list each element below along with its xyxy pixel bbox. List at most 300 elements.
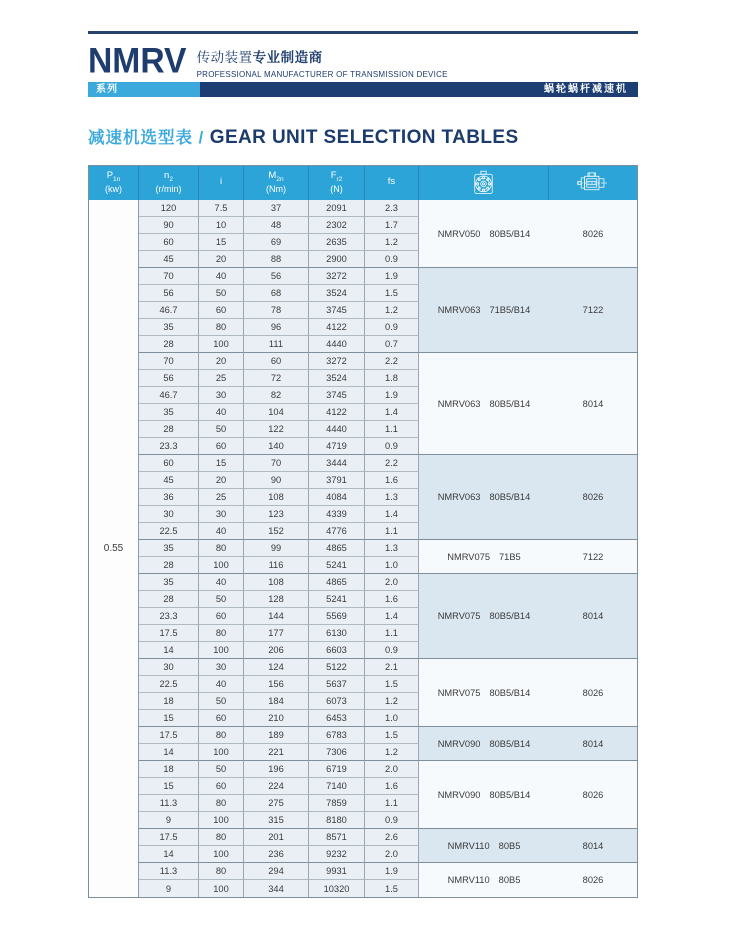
- cell-n2: 9: [139, 880, 199, 897]
- cell-m2n: 206: [244, 642, 309, 659]
- column-header-power: $P_{1n}$ (kw): [89, 166, 139, 200]
- cell-fr2: 4084: [309, 489, 365, 506]
- cell-fs: 1.5: [365, 727, 419, 744]
- cell-n2: 17.5: [139, 625, 199, 642]
- model-name: NMRV063: [437, 492, 481, 502]
- cell-fs: 2.2: [365, 353, 419, 370]
- table-row: [139, 421, 419, 438]
- cell-fr2: 4122: [309, 404, 365, 421]
- cell-fs: 1.1: [365, 625, 419, 642]
- cell-i: 20: [199, 251, 244, 268]
- cell-n2: 70: [139, 353, 199, 370]
- cell-m2n: 88: [244, 251, 309, 268]
- cell-fs: 1.9: [365, 387, 419, 404]
- model-area: [419, 739, 549, 749]
- cell-i: 7.5: [199, 200, 244, 217]
- cell-fr2: 6130: [309, 625, 365, 642]
- cell-m2n: 344: [244, 880, 309, 897]
- code-value: 8014: [582, 398, 604, 409]
- cell-i: 60: [199, 608, 244, 625]
- page-title: [88, 124, 519, 149]
- cell-i: 40: [199, 523, 244, 540]
- series-product-label: 蜗轮蜗杆减速机: [200, 82, 638, 97]
- model-name: NMRV050: [437, 228, 481, 239]
- column-header: i: [199, 166, 244, 200]
- cell-m2n: 90: [244, 472, 309, 489]
- model-area: [419, 875, 549, 885]
- cell-fs: 1.2: [365, 234, 419, 251]
- cell-i: 40: [199, 268, 244, 285]
- cell-i: 30: [199, 506, 244, 523]
- cell-n2: 14: [139, 846, 199, 863]
- flange-type: 71B5/B14: [489, 305, 531, 315]
- table-row: [139, 302, 419, 319]
- cell-m2n: 82: [244, 387, 309, 404]
- cell-fr2: 5241: [309, 591, 365, 608]
- code-value: 8026: [582, 492, 604, 502]
- table-row: [139, 523, 419, 540]
- flange-type: 80B5/B14: [489, 687, 531, 698]
- column-header: $n_2$ (r/min): [139, 166, 199, 200]
- cell-m2n: 224: [244, 778, 309, 795]
- cell-m2n: 72: [244, 370, 309, 387]
- cell-m2n: 68: [244, 285, 309, 302]
- code-value: 8014: [582, 840, 604, 851]
- cell-n2: 30: [139, 506, 199, 523]
- cell-m2n: 201: [244, 829, 309, 846]
- model-name: NMRV063: [437, 305, 481, 315]
- cell-fr2: 3791: [309, 472, 365, 489]
- cell-i: 100: [199, 557, 244, 574]
- table-row: [139, 506, 419, 523]
- cell-m2n: 189: [244, 727, 309, 744]
- model-name: NMRV063: [437, 398, 481, 409]
- cell-i: 80: [199, 540, 244, 557]
- cell-n2: 28: [139, 557, 199, 574]
- cell-n2: 15: [139, 778, 199, 795]
- cell-fs: 1.9: [365, 268, 419, 285]
- cell-fr2: 10320: [309, 880, 365, 897]
- cell-i: 15: [199, 455, 244, 472]
- cell-fs: 1.6: [365, 591, 419, 608]
- code-value: 7122: [582, 305, 604, 315]
- model-name: NMRV110: [447, 840, 490, 851]
- cell-i: 30: [199, 659, 244, 676]
- cell-n2: 46.7: [139, 302, 199, 319]
- model-area: [419, 552, 549, 562]
- table-row: [139, 642, 419, 659]
- cell-m2n: 60: [244, 353, 309, 370]
- cell-n2: 18: [139, 693, 199, 710]
- cell-fr2: 3745: [309, 302, 365, 319]
- table-row: [139, 404, 419, 421]
- cell-fs: 1.3: [365, 540, 419, 557]
- cell-fs: 1.6: [365, 472, 419, 489]
- model-groups-column: [419, 200, 637, 897]
- cell-n2: 11.3: [139, 795, 199, 812]
- cell-m2n: 122: [244, 421, 309, 438]
- cell-i: 50: [199, 591, 244, 608]
- cell-fs: 1.1: [365, 795, 419, 812]
- cell-m2n: 116: [244, 557, 309, 574]
- cell-i: 10: [199, 217, 244, 234]
- flange-type: 80B5/B14: [489, 789, 531, 800]
- table-row: [139, 727, 419, 744]
- cell-n2: 23.3: [139, 608, 199, 625]
- cell-i: 15: [199, 234, 244, 251]
- cell-i: 20: [199, 472, 244, 489]
- table-row: [139, 268, 419, 285]
- cell-fr2: 4776: [309, 523, 365, 540]
- cell-n2: 90: [139, 217, 199, 234]
- table-row: [139, 710, 419, 727]
- table-row: [139, 336, 419, 353]
- cell-i: 30: [199, 387, 244, 404]
- table-row: [139, 795, 419, 812]
- model-name: NMRV075: [437, 611, 481, 621]
- model-group-cell: [419, 574, 637, 659]
- cell-i: 100: [199, 744, 244, 761]
- top-divider: [88, 31, 638, 34]
- table-row: [139, 574, 419, 591]
- cell-fr2: 5122: [309, 659, 365, 676]
- cell-fs: 1.7: [365, 217, 419, 234]
- cell-fr2: 6783: [309, 727, 365, 744]
- cell-m2n: 275: [244, 795, 309, 812]
- cell-fs: 0.9: [365, 642, 419, 659]
- cell-fs: 2.0: [365, 761, 419, 778]
- cell-n2: 11.3: [139, 863, 199, 880]
- table-row: [139, 472, 419, 489]
- cell-i: 80: [199, 829, 244, 846]
- cell-fs: 1.2: [365, 302, 419, 319]
- cell-m2n: 37: [244, 200, 309, 217]
- cell-i: 80: [199, 319, 244, 336]
- cell-m2n: 128: [244, 591, 309, 608]
- flange-type: 71B5: [499, 551, 521, 562]
- cell-n2: 14: [139, 744, 199, 761]
- cell-fr2: 6719: [309, 761, 365, 778]
- table-row: [139, 234, 419, 251]
- cell-i: 80: [199, 795, 244, 812]
- cell-fs: 2.3: [365, 200, 419, 217]
- table-row: [139, 319, 419, 336]
- cell-m2n: 70: [244, 455, 309, 472]
- cell-i: 100: [199, 642, 244, 659]
- cell-fr2: 5241: [309, 557, 365, 574]
- model-group-cell: [419, 659, 637, 727]
- model-name: NMRV090: [437, 738, 481, 749]
- cell-m2n: 184: [244, 693, 309, 710]
- cell-m2n: 104: [244, 404, 309, 421]
- cell-i: 60: [199, 302, 244, 319]
- table-row: [139, 625, 419, 642]
- model-name: NMRV110: [447, 875, 490, 885]
- cell-fr2: 4122: [309, 319, 365, 336]
- cell-m2n: 69: [244, 234, 309, 251]
- tagline-cn-bold: 专业制造商: [252, 50, 323, 65]
- cell-i: 20: [199, 353, 244, 370]
- cell-i: 50: [199, 421, 244, 438]
- cell-i: 40: [199, 574, 244, 591]
- cell-fs: 1.8: [365, 370, 419, 387]
- cell-m2n: 96: [244, 319, 309, 336]
- table-row: [139, 387, 419, 404]
- cell-m2n: 124: [244, 659, 309, 676]
- code-value: 8014: [582, 611, 604, 621]
- model-group-cell: [419, 455, 637, 540]
- cell-fr2: 4865: [309, 540, 365, 557]
- cell-fs: 1.4: [365, 404, 419, 421]
- cell-m2n: 111: [244, 336, 309, 353]
- cell-i: 40: [199, 404, 244, 421]
- cell-m2n: 221: [244, 744, 309, 761]
- table-row: [139, 353, 419, 370]
- cell-fr2: 3524: [309, 285, 365, 302]
- tagline-english: PROFESSIONAL MANUFACTURER OF TRANSMISSION DEVICE: [196, 70, 448, 79]
- model-area: [419, 229, 549, 239]
- cell-i: 100: [199, 846, 244, 863]
- cell-n2: 28: [139, 336, 199, 353]
- model-area: [419, 492, 549, 502]
- code-value: 8026: [582, 228, 604, 239]
- cell-n2: 45: [139, 251, 199, 268]
- cell-n2: 36: [139, 489, 199, 506]
- model-area: [419, 841, 549, 851]
- power-value-cell: 0.55: [89, 200, 139, 897]
- cell-i: 50: [199, 285, 244, 302]
- cell-m2n: 196: [244, 761, 309, 778]
- cell-fr2: 8571: [309, 829, 365, 846]
- series-bar: [88, 82, 638, 97]
- cell-fr2: 4440: [309, 336, 365, 353]
- cell-n2: 56: [139, 285, 199, 302]
- cell-fr2: 8180: [309, 812, 365, 829]
- cell-fr2: 5569: [309, 608, 365, 625]
- cell-n2: 120: [139, 200, 199, 217]
- table-row: [139, 846, 419, 863]
- cell-i: 100: [199, 336, 244, 353]
- cell-m2n: 177: [244, 625, 309, 642]
- model-group-cell: [419, 353, 637, 455]
- table-row: [139, 829, 419, 846]
- cell-fs: 1.4: [365, 608, 419, 625]
- cell-n2: 17.5: [139, 727, 199, 744]
- model-area: [419, 790, 549, 800]
- cell-fs: 1.0: [365, 557, 419, 574]
- table-row: [139, 744, 419, 761]
- cell-n2: 14: [139, 642, 199, 659]
- numeric-column-headers: [139, 166, 419, 200]
- code-value: 8026: [582, 687, 604, 698]
- table-row: [139, 285, 419, 302]
- cell-fr2: 3524: [309, 370, 365, 387]
- cell-n2: 22.5: [139, 523, 199, 540]
- table-row: [139, 676, 419, 693]
- table-row: [139, 438, 419, 455]
- cell-m2n: 48: [244, 217, 309, 234]
- table-row: [139, 455, 419, 472]
- cell-fr2: 5637: [309, 676, 365, 693]
- cell-m2n: 108: [244, 574, 309, 591]
- cell-fr2: 4719: [309, 438, 365, 455]
- cell-i: 60: [199, 710, 244, 727]
- cell-fr2: 2900: [309, 251, 365, 268]
- model-name: NMRV090: [437, 789, 481, 800]
- cell-i: 50: [199, 761, 244, 778]
- cell-i: 25: [199, 489, 244, 506]
- model-name: NMRV075: [447, 551, 490, 562]
- table-row: [139, 659, 419, 676]
- table-row: [139, 217, 419, 234]
- cell-n2: 17.5: [139, 829, 199, 846]
- cell-n2: 28: [139, 591, 199, 608]
- cell-n2: 46.7: [139, 387, 199, 404]
- cell-fs: 1.5: [365, 285, 419, 302]
- cell-i: 100: [199, 880, 244, 897]
- cell-fs: 2.2: [365, 455, 419, 472]
- table-row: [139, 761, 419, 778]
- cell-m2n: 144: [244, 608, 309, 625]
- gear-unit-selection-table: [88, 165, 638, 898]
- cell-fs: 1.4: [365, 506, 419, 523]
- cell-fr2: 9232: [309, 846, 365, 863]
- table-row: [139, 557, 419, 574]
- cell-n2: 28: [139, 421, 199, 438]
- cell-fs: 1.1: [365, 421, 419, 438]
- page-title-english: GEAR UNIT SELECTION TABLES: [209, 127, 519, 148]
- cell-i: 80: [199, 727, 244, 744]
- cell-n2: 22.5: [139, 676, 199, 693]
- cell-fs: 0.9: [365, 438, 419, 455]
- cell-i: 50: [199, 693, 244, 710]
- code-value: 7122: [582, 551, 604, 562]
- cell-fr2: 2091: [309, 200, 365, 217]
- table-row: [139, 880, 419, 897]
- cell-fr2: 7306: [309, 744, 365, 761]
- cell-n2: 45: [139, 472, 199, 489]
- cell-fr2: 2635: [309, 234, 365, 251]
- cell-m2n: 78: [244, 302, 309, 319]
- model-name: NMRV075: [437, 687, 481, 698]
- cell-fs: 1.2: [365, 693, 419, 710]
- cell-i: 60: [199, 778, 244, 795]
- gearbox-side-icon: [549, 166, 637, 200]
- cell-fr2: 7859: [309, 795, 365, 812]
- numeric-rows: [139, 200, 419, 897]
- cell-n2: 56: [139, 370, 199, 387]
- cell-n2: 35: [139, 574, 199, 591]
- cell-n2: 18: [139, 761, 199, 778]
- cell-n2: 30: [139, 659, 199, 676]
- brand-tagline: [197, 46, 448, 79]
- code-value: 8026: [582, 789, 604, 800]
- cell-fs: 1.0: [365, 710, 419, 727]
- column-header: fs: [365, 166, 419, 200]
- cell-n2: 60: [139, 234, 199, 251]
- cell-fs: 1.9: [365, 863, 419, 880]
- flange-type: 80B5: [498, 875, 521, 885]
- cell-fs: 1.2: [365, 744, 419, 761]
- cell-i: 80: [199, 863, 244, 880]
- model-group-cell: [419, 829, 637, 863]
- cell-fr2: 4865: [309, 574, 365, 591]
- cell-fr2: 2302: [309, 217, 365, 234]
- cell-i: 25: [199, 370, 244, 387]
- cell-n2: 60: [139, 455, 199, 472]
- cell-n2: 70: [139, 268, 199, 285]
- cell-m2n: 99: [244, 540, 309, 557]
- model-group-cell: [419, 761, 637, 829]
- cell-m2n: 156: [244, 676, 309, 693]
- nmrv-logo: NMRV: [88, 40, 187, 80]
- table-row: [139, 608, 419, 625]
- cell-fr2: 3272: [309, 268, 365, 285]
- cell-fr2: 6603: [309, 642, 365, 659]
- flange-type: 80B5/B14: [489, 492, 531, 502]
- code-value: 8026: [582, 875, 604, 885]
- cell-i: 60: [199, 438, 244, 455]
- icon-header-cells: [419, 166, 637, 200]
- cell-m2n: 108: [244, 489, 309, 506]
- page-title-chinese: 减速机选型表 /: [88, 129, 210, 147]
- cell-i: 40: [199, 676, 244, 693]
- cell-m2n: 123: [244, 506, 309, 523]
- model-area: [419, 611, 549, 621]
- cell-fs: 1.3: [365, 489, 419, 506]
- table-row: [139, 693, 419, 710]
- brand-header: [88, 40, 448, 79]
- cell-fs: 1.5: [365, 880, 419, 897]
- cell-n2: 35: [139, 540, 199, 557]
- table-row: [139, 251, 419, 268]
- cell-fr2: 4440: [309, 421, 365, 438]
- cell-fs: 1.5: [365, 676, 419, 693]
- flange-type: 80B5/B14: [489, 611, 531, 621]
- cell-m2n: 236: [244, 846, 309, 863]
- cell-fs: 2.0: [365, 846, 419, 863]
- model-group-cell: [419, 268, 637, 353]
- cell-m2n: 140: [244, 438, 309, 455]
- cell-fr2: 7140: [309, 778, 365, 795]
- flange-type: 80B5/B14: [489, 398, 531, 409]
- cell-m2n: 56: [244, 268, 309, 285]
- cell-fs: 2.0: [365, 574, 419, 591]
- cell-fr2: 6453: [309, 710, 365, 727]
- cell-fr2: 3272: [309, 353, 365, 370]
- column-header: $M_{2n}$ (Nm): [244, 166, 309, 200]
- model-area: [419, 399, 549, 409]
- cell-fs: 0.9: [365, 812, 419, 829]
- cell-fr2: 3745: [309, 387, 365, 404]
- cell-fs: 2.6: [365, 829, 419, 846]
- cell-fs: 1.6: [365, 778, 419, 795]
- cell-n2: 35: [139, 404, 199, 421]
- model-group-cell: [419, 540, 637, 574]
- tagline-chinese: [197, 46, 448, 66]
- cell-m2n: 315: [244, 812, 309, 829]
- worm-gearbox-front-icon: [419, 166, 549, 200]
- cell-fr2: 9931: [309, 863, 365, 880]
- cell-fs: 1.1: [365, 523, 419, 540]
- cell-n2: 35: [139, 319, 199, 336]
- table-row: [139, 540, 419, 557]
- cell-n2: 15: [139, 710, 199, 727]
- model-group-cell: [419, 727, 637, 761]
- flange-type: 80B5: [498, 840, 521, 851]
- cell-fs: 2.1: [365, 659, 419, 676]
- series-label: 系列: [88, 82, 200, 97]
